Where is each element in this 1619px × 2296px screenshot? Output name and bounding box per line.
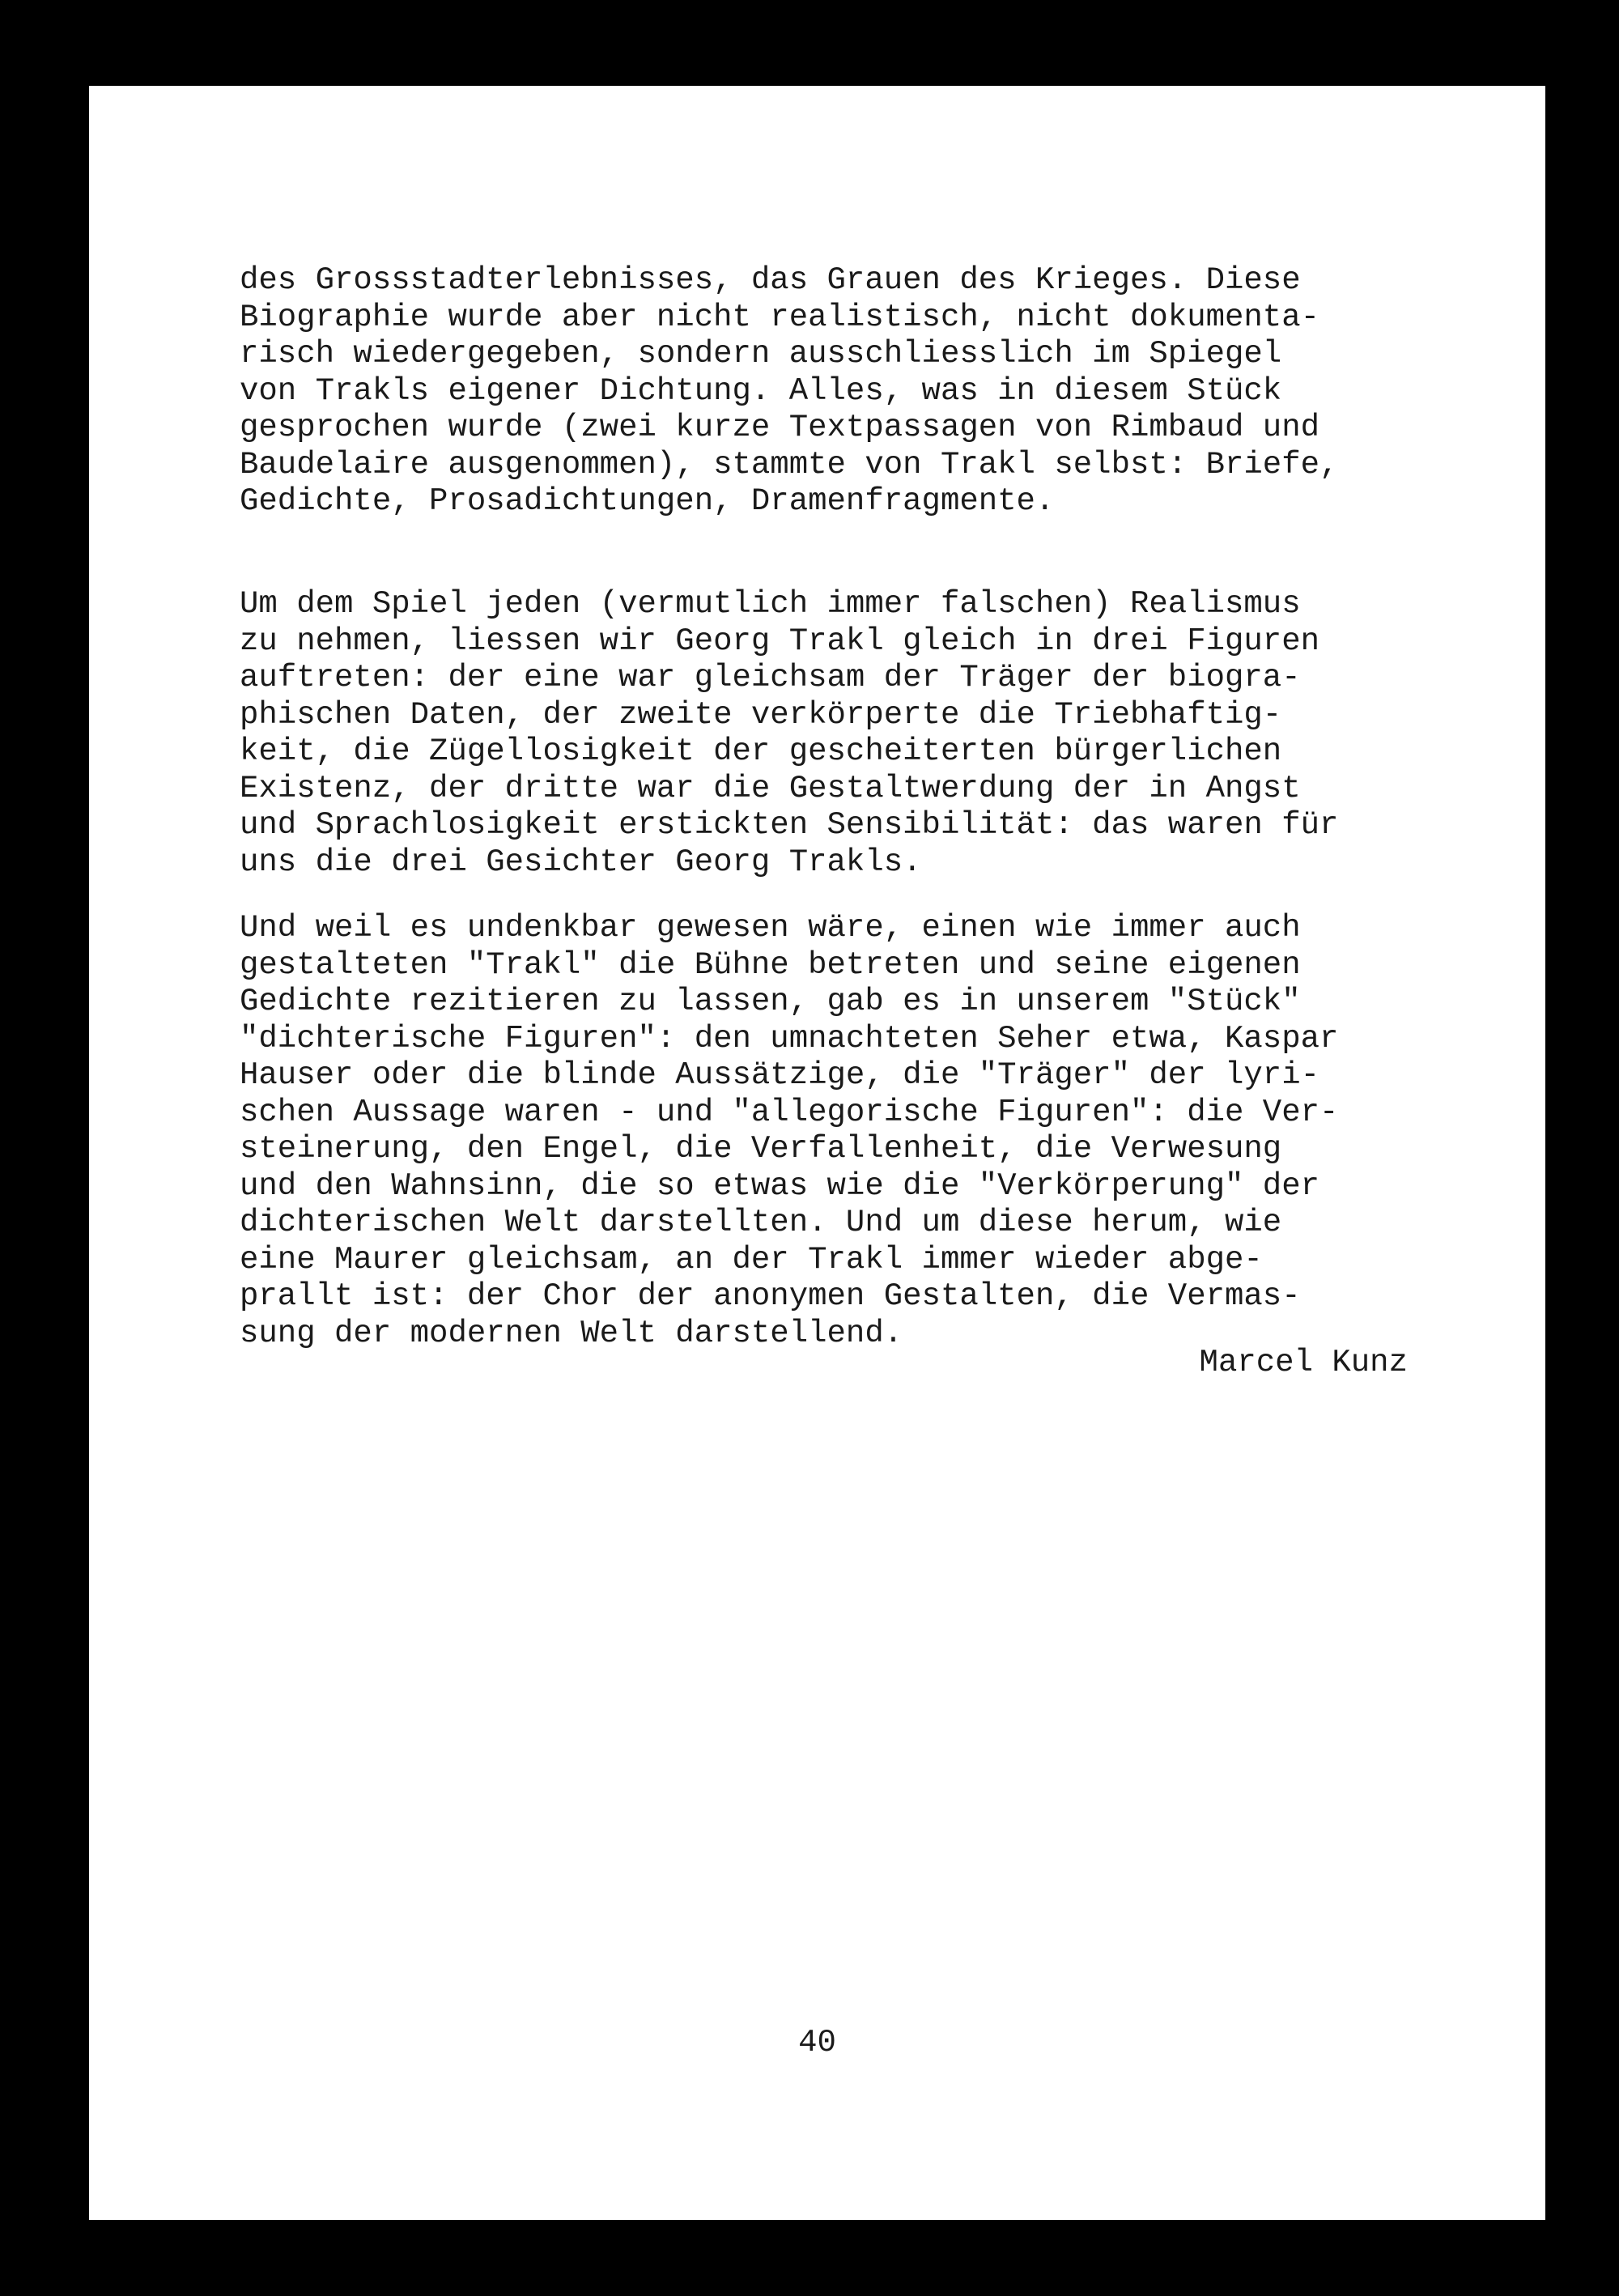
page-number: 40 (798, 2025, 836, 2060)
page-sheet (89, 86, 1545, 2220)
paragraph-1: des Grossstadterlebnisses, das Grauen des Krieges. Diese Biographie wurde aber nicht realistisch, nicht dokumenta- risch wiedergegeben, sondern ausschliesslich im Spiegel von Trakls eigener Dichtung. Alles, was in diesem Stück gesprochen wurde (zwei kurze Textpassagen von Rimbaud und Baudelaire ausgenommen), stammte von Trakl selbst: Briefe, Gedichte, Prosadichtungen, Dramenfragmente. (240, 262, 1339, 519)
paragraph-2: Um dem Spiel jeden (vermutlich immer falschen) Realismus zu nehmen, liessen wir Georg Trakl gleich in drei Figuren auftreten: der eine war gleichsam der Träger der biogra- phischen Daten, der zweite verkörperte die Triebhaftig- keit, die Zügellosigkeit der gescheiterten bürgerlichen Existenz, der dritte war die Gestaltwerdung der in Angst und Sprachlosigkeit erstickten Sensibilität: das waren für uns die drei Gesichter Georg Trakls. (240, 586, 1339, 880)
paragraph-3: Und weil es undenkbar gewesen wäre, einen wie immer auch gestalteten "Trakl" die Bühne betreten und seine eigenen Gedichte rezitieren zu lassen, gab es in unserem "Stück" "dichterische Figuren": den umnachteten Seher etwa, Kaspar Hauser oder die blinde Aussätzige, die "Träger" der lyri- schen Aussage waren - und "allegorische Figuren": die Ver- steinerung, den Engel, die Verfallenheit, die Verwesung und den Wahnsinn, die so etwas wie die "Verkörperung" der dichterischen Welt darstellten. Und um diese herum, wie eine Maurer gleichsam, an der Trakl immer wieder abge- prallt ist: der Chor der anonymen Gestalten, die Vermas- sung der modernen Welt darstellend. (240, 910, 1339, 1351)
author-signature: Marcel Kunz (1199, 1345, 1408, 1380)
